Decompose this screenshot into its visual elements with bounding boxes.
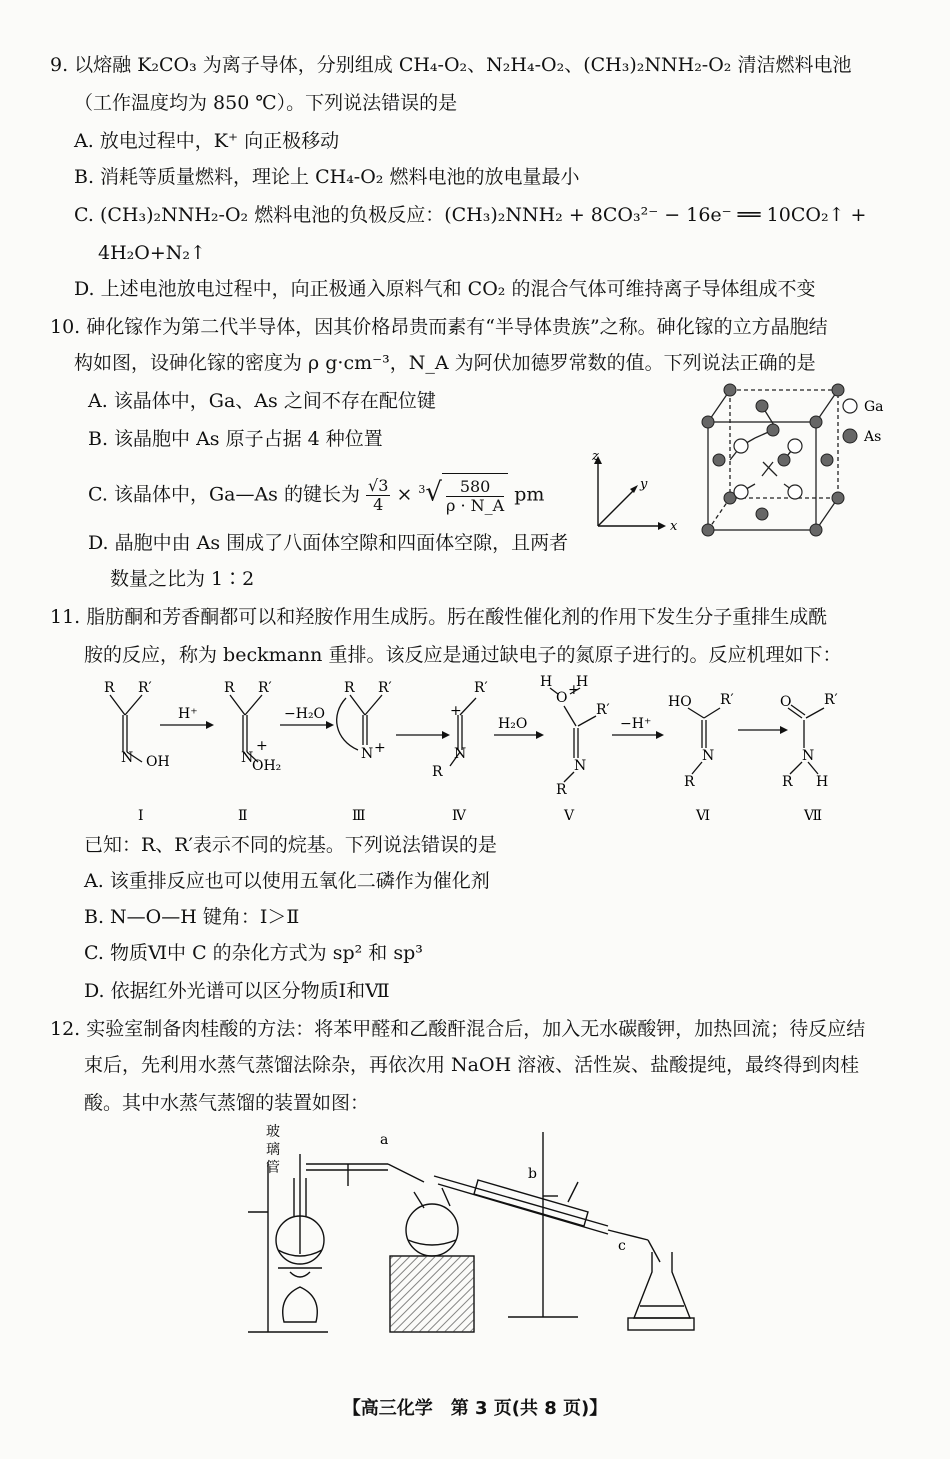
q11-option-b: B. N—O—H 键角：Ⅰ＞Ⅱ bbox=[84, 906, 300, 928]
svg-text:+: + bbox=[374, 740, 386, 756]
q9-option-b: B. 消耗等质量燃料，理论上 CH₄-O₂ 燃料电池的放电量最小 bbox=[74, 166, 580, 188]
legend-as-label: As bbox=[864, 429, 882, 445]
q11-known: 已知：R、R′表示不同的烷基。下列说法错误的是 bbox=[84, 834, 497, 856]
svg-text:H: H bbox=[816, 774, 829, 790]
axis-y-label: y bbox=[640, 477, 648, 492]
q11-option-c: C. 物质Ⅵ中 C 的杂化方式为 sp² 和 sp³ bbox=[84, 942, 423, 964]
root-index: 3 bbox=[418, 483, 426, 496]
q11-stem-line2: 胺的反应，称为 beckmann 重排。该反应是通过缺电子的氮原子进行的。反应机理如下： bbox=[84, 644, 842, 666]
q12-stem-line1: 12. 实验室制备肉桂酸的方法：将苯甲醛和乙酸酐混合后，加入无水碳酸钾，加热回流；待反应结 bbox=[50, 1018, 866, 1040]
fraction-denominator: 4 bbox=[373, 494, 384, 514]
svg-text:N: N bbox=[574, 758, 587, 774]
svg-text:R′: R′ bbox=[138, 680, 152, 696]
q10-option-d-line1: D. 晶胞中由 As 围成了八面体空隙和四面体空隙，且两者 bbox=[88, 532, 569, 554]
q9-option-a: A. 放电过程中，K⁺ 向正极移动 bbox=[74, 130, 340, 152]
svg-text:R′: R′ bbox=[474, 680, 488, 696]
q10-option-a: A. 该晶体中，Ga、As 之间不存在配位键 bbox=[88, 390, 436, 412]
arrow-label-2: −H₂O bbox=[284, 706, 326, 722]
label-a: a bbox=[380, 1132, 389, 1148]
q11-stem-line1: 11. 脂肪酮和芳香酮都可以和羟胺作用生成肟。肟在酸性催化剂的作用下发生分子重排生成酰 bbox=[50, 606, 828, 628]
q10-option-d-line2: 数量之比为 1∶2 bbox=[110, 568, 255, 590]
q12-steam-distillation-apparatus bbox=[238, 1122, 708, 1342]
svg-text:OH: OH bbox=[146, 754, 170, 770]
q9-stem-line1: 9. 以熔融 K₂CO₃ 为离子导体，分别组成 CH₄-O₂、N₂H₄-O₂、(CH₃)₂NNH₂-O₂ 清洁燃料电池 bbox=[50, 54, 852, 76]
svg-text:HO: HO bbox=[668, 694, 692, 710]
axis-z-label: z bbox=[592, 449, 599, 464]
svg-text:+: + bbox=[568, 682, 580, 698]
svg-text:OH₂: OH₂ bbox=[252, 758, 282, 774]
svg-text:O: O bbox=[780, 694, 792, 710]
q10-stem-line2: 构如图，设砷化镓的密度为 ρ g·cm⁻³，N_A 为阿伏加德罗常数的值。下列说法正确的是 bbox=[74, 352, 816, 374]
svg-text:R: R bbox=[684, 774, 695, 790]
svg-text:R: R bbox=[104, 680, 115, 696]
svg-text:N: N bbox=[361, 746, 374, 762]
svg-text:N: N bbox=[241, 750, 254, 766]
page-footer: 【高三化学 第 3 页(共 8 页)】 bbox=[342, 1398, 608, 1419]
radicand-numerator: 580 bbox=[446, 478, 504, 497]
svg-text:N: N bbox=[802, 748, 815, 764]
svg-text:+: + bbox=[450, 703, 462, 719]
q10-option-c-prefix: C. 该晶体中，Ga—As 的键长为 bbox=[88, 483, 360, 506]
compound-label-2: Ⅱ bbox=[238, 808, 248, 824]
q11-option-d: D. 依据红外光谱可以区分物质Ⅰ和Ⅶ bbox=[84, 980, 390, 1002]
q12-stem-line3: 酸。其中水蒸气蒸馏的装置如图： bbox=[84, 1092, 370, 1114]
q10-axes-diagram bbox=[590, 450, 680, 540]
q10-option-b: B. 该晶胞中 As 原子占据 4 种位置 bbox=[88, 428, 383, 450]
q10-option-c-radicand bbox=[442, 473, 508, 518]
arrow-label-5: −H⁺ bbox=[620, 716, 652, 732]
q9-option-c-line2: 4H₂O+N₂↑ bbox=[98, 242, 206, 264]
svg-text:R: R bbox=[224, 680, 235, 696]
unit-pm: pm bbox=[514, 483, 545, 506]
q11-option-a: A. 该重排反应也可以使用五氧化二磷作为催化剂 bbox=[84, 870, 490, 892]
q10-stem-line1: 10. 砷化镓作为第二代半导体，因其价格昂贵而素有“半导体贵族”之称。砷化镓的立方晶胞结 bbox=[50, 316, 828, 338]
label-glass-tube-1: 玻 bbox=[266, 1124, 280, 1140]
q11-mechanism-diagram bbox=[90, 670, 870, 830]
svg-text:N: N bbox=[454, 746, 467, 762]
svg-text:H: H bbox=[540, 674, 553, 690]
label-b: b bbox=[528, 1166, 537, 1182]
radicand-denominator: ρ · N_A bbox=[445, 496, 505, 516]
label-c: c bbox=[618, 1238, 626, 1254]
axis-x-label: x bbox=[670, 519, 678, 534]
svg-text:R′: R′ bbox=[258, 680, 272, 696]
radical-sign: √ bbox=[425, 477, 442, 508]
q9-stem-line2: （工作温度均为 850 ℃）。下列说法错误的是 bbox=[74, 92, 458, 114]
label-glass-tube-2: 璃 bbox=[266, 1142, 280, 1158]
q10-crystal-cell-diagram bbox=[680, 380, 884, 540]
q9-option-d: D. 上述电池放电过程中，向正极通入原料气和 CO₂ 的混合气体可维持离子导体组成不变 bbox=[74, 278, 816, 300]
svg-text:R: R bbox=[782, 774, 793, 790]
compound-label-3: Ⅲ bbox=[352, 808, 366, 824]
svg-text:O: O bbox=[556, 690, 568, 706]
svg-text:R: R bbox=[432, 764, 443, 780]
svg-text:H: H bbox=[576, 674, 589, 690]
svg-text:N: N bbox=[121, 750, 134, 766]
compound-label-6: Ⅵ bbox=[696, 808, 711, 824]
compound-label-4: Ⅳ bbox=[452, 808, 466, 824]
svg-text:N: N bbox=[702, 748, 715, 764]
label-glass-tube-3: 管 bbox=[266, 1160, 280, 1176]
svg-text:R′: R′ bbox=[378, 680, 392, 696]
times-sign: × bbox=[396, 483, 413, 506]
svg-text:R: R bbox=[344, 680, 355, 696]
arrow-label-4: H₂O bbox=[498, 716, 528, 732]
q12-stem-line2: 束后，先利用水蒸气蒸馏法除杂，再依次用 NaOH 溶液、活性炭、盐酸提纯，最终得到肉桂 bbox=[84, 1054, 860, 1076]
svg-text:R′: R′ bbox=[720, 692, 734, 708]
svg-text:R: R bbox=[556, 782, 567, 798]
svg-text:+: + bbox=[256, 738, 268, 754]
svg-text:R′: R′ bbox=[596, 702, 610, 718]
fraction-numerator: √3 bbox=[368, 475, 389, 495]
compound-label-5: Ⅴ bbox=[564, 808, 575, 824]
compound-label-7: Ⅶ bbox=[804, 808, 823, 824]
svg-text:R′: R′ bbox=[824, 692, 838, 708]
q10-option-c-fraction bbox=[366, 477, 390, 514]
compound-label-1: Ⅰ bbox=[138, 808, 144, 824]
q10-option-c bbox=[88, 468, 544, 518]
q9-option-c-line1: C. (CH₃)₂NNH₂-O₂ 燃料电池的负极反应：(CH₃)₂NNH₂ + 8CO₃²⁻ − 16e⁻ ══ 10CO₂↑ + bbox=[74, 204, 867, 226]
legend-ga-label: Ga bbox=[864, 399, 884, 415]
arrow-label-1: H⁺ bbox=[178, 706, 198, 722]
